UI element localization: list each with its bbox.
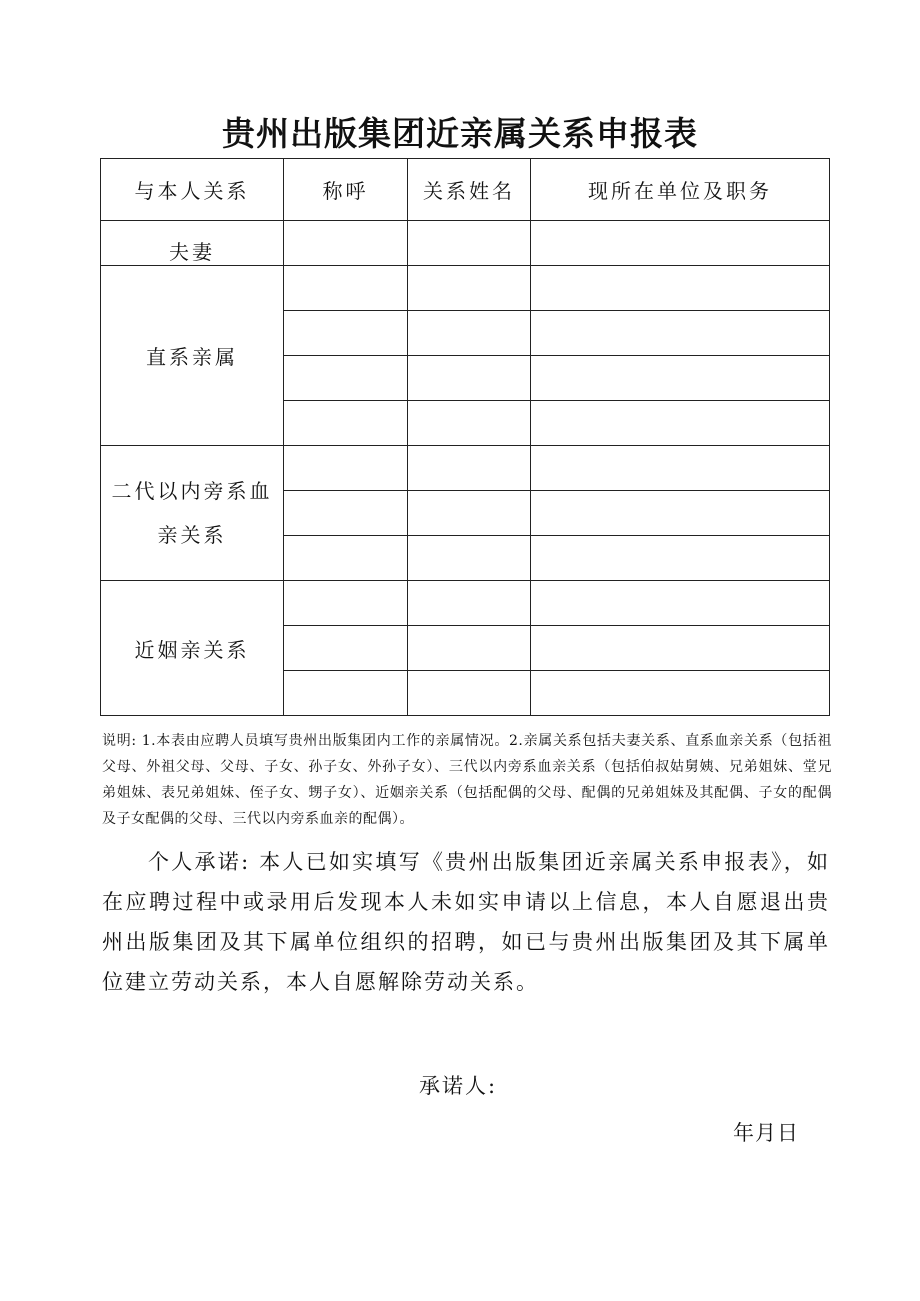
- input-cell[interactable]: [284, 401, 408, 446]
- category-collateral-blood: [101, 446, 284, 581]
- page-title: 贵州出版集团近亲属关系申报表: [222, 114, 698, 153]
- input-cell[interactable]: [408, 356, 531, 401]
- category-label-line1: 二代以内旁系血: [111, 479, 273, 503]
- input-cell[interactable]: [531, 581, 830, 626]
- input-cell[interactable]: [408, 491, 531, 536]
- input-cell[interactable]: [531, 446, 830, 491]
- signer-label: 承诺人:: [419, 1074, 498, 1098]
- instructions-note: 说明: 1.本表由应聘人员填写贵州出版集团内工作的亲属情况。2.亲属关系包括夫妻关系、直系血亲关系（包括祖父母、外祖父母、父母、子女、孙子女、外孙子女）、三代以内旁系血亲关系（包括伯叔姑舅姨、兄弟姐妹、堂兄弟姐妹、表兄弟姐妹、侄子女、甥子女）、近姻亲关系（包括配偶的父母、配偶的兄弟姐妹及其配偶、子女的配偶及子女配偶的父母、三代以内旁系血亲的配偶）。: [102, 733, 832, 827]
- input-cell[interactable]: [284, 266, 408, 311]
- input-cell[interactable]: [284, 311, 408, 356]
- input-cell[interactable]: [531, 401, 830, 446]
- input-cell[interactable]: [408, 446, 531, 491]
- input-cell[interactable]: [284, 446, 408, 491]
- input-cell[interactable]: [284, 671, 408, 716]
- table-row: [101, 266, 830, 311]
- declaration-table: [100, 158, 830, 716]
- table-row: [101, 221, 830, 266]
- input-cell[interactable]: [408, 536, 531, 581]
- input-cell[interactable]: [531, 536, 830, 581]
- input-cell[interactable]: [408, 311, 531, 356]
- input-cell[interactable]: [531, 356, 830, 401]
- input-cell[interactable]: [531, 491, 830, 536]
- header-relation: 与本人关系: [101, 159, 284, 221]
- date-label: 年月日: [733, 1121, 799, 1145]
- category-direct-relatives: [101, 266, 284, 446]
- input-cell[interactable]: [408, 626, 531, 671]
- input-cell[interactable]: [531, 266, 830, 311]
- table-row: [101, 446, 830, 491]
- category-label: 近姻亲关系: [134, 637, 250, 662]
- input-cell[interactable]: [531, 626, 830, 671]
- input-cell[interactable]: [408, 671, 531, 716]
- input-cell[interactable]: [284, 221, 408, 266]
- header-title: 称呼: [284, 159, 408, 221]
- input-cell[interactable]: [284, 536, 408, 581]
- table-row: [101, 581, 830, 626]
- category-spouse: [101, 221, 284, 266]
- header-workplace: 现所在单位及职务: [531, 159, 830, 221]
- input-cell[interactable]: [408, 401, 531, 446]
- category-in-laws: [101, 581, 284, 716]
- input-cell[interactable]: [284, 626, 408, 671]
- input-cell[interactable]: [531, 311, 830, 356]
- header-name: 关系姓名: [408, 159, 531, 221]
- table-header-row: [101, 159, 830, 221]
- category-label-line2: 亲关系: [157, 523, 227, 547]
- input-cell[interactable]: [408, 581, 531, 626]
- input-cell[interactable]: [531, 671, 830, 716]
- category-label: 夫妻: [169, 239, 215, 264]
- personal-pledge: 个人承诺: 本人已如实填写《贵州出版集团近亲属关系申报表》，如在应聘过程中或录用后发现本人未如实申请以上信息，本人自愿退出贵州出版集团及其下属单位组织的招聘，如已与贵州出版集团及其下属单位建立劳动关系，本人自愿解除劳动关系。: [102, 850, 830, 994]
- input-cell[interactable]: [408, 266, 531, 311]
- input-cell[interactable]: [531, 221, 830, 266]
- input-cell[interactable]: [408, 221, 531, 266]
- input-cell[interactable]: [284, 356, 408, 401]
- category-label: 直系亲属: [146, 345, 238, 369]
- input-cell[interactable]: [284, 491, 408, 536]
- input-cell[interactable]: [284, 581, 408, 626]
